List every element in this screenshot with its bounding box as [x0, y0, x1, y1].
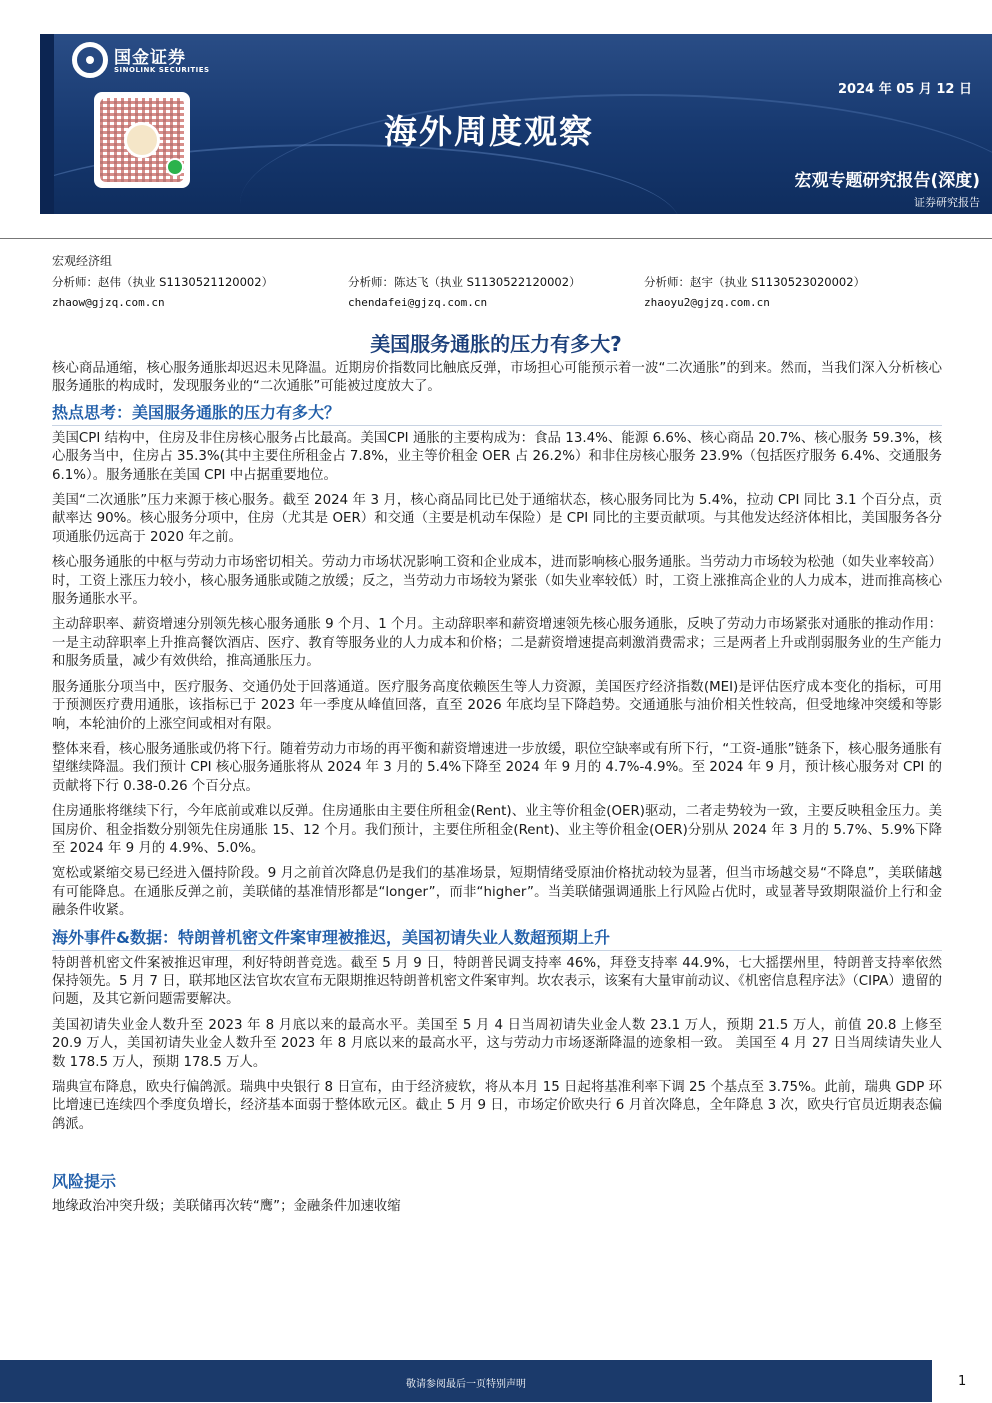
paragraph: 服务通胀分项当中，医疗服务、交通仍处于回落通道。医疗服务高度依赖医生等人力资源，美国医疗经济指数(MEI)是评估医疗成本变化的指标，可用于预测医疗费用通胀，该指标已于 2023 年一季度从峰值回落，直至 2026 年底均呈下降趋势。交通通胀与油价相关性较高，但受地缘冲突缓和等影响，本轮油价的上涨空间或相对有限。	[52, 679, 942, 732]
qr-center-logo	[124, 122, 160, 158]
analyst-email[interactable]: zhaow@gjzq.com.cn	[52, 296, 165, 309]
logo-icon	[72, 42, 108, 78]
analyst-email[interactable]: chendafei@gjzq.com.cn	[348, 296, 488, 309]
header-divider	[0, 238, 992, 239]
qr-code-icon	[94, 92, 190, 188]
paragraph: 特朗普机密文件案被推迟审理，利好特朗普竞选。截至 5 月 9 日，特朗普民调支持率 46%，拜登支持率 44.9%，七大摇摆州里，特朗普支持率依然保持领先。5 月 7 日，联邦地区法官坎农宣布无限期推迟特朗普机密文件案审判。坎农表示，该案有大量审前动议、《机密信息程序法》（CIPA）遗留的问题，及其它新问题需要解决。	[52, 955, 942, 1008]
report-type: 宏观专题研究报告(深度)	[794, 171, 980, 191]
paragraph: 宽松或紧缩交易已经进入僵持阶段。9 月之前首次降息仍是我们的基准场景，短期情绪受原油价格扰动较为显著，但当市场越交易“不降息”，美联储越有可能降息。在通胀反弹之前，美联储的基准情形都是“longer”，而非“higher”。当美联储强调通胀上行风险占优时，或显著导致期限溢价上行和金融条件收紧。	[52, 866, 942, 919]
paragraph: 瑞典宣布降息，欧央行偏鸽派。瑞典中央银行 8 日宣布，由于经济疲软，将从本月 15 日起将基准利率下调 25 个基点至 3.75%。此前，瑞典 GDP 环比增速已连续四个季度负增长，经济基本面弱于整体欧元区。截止 5 月 9 日，市场定价欧央行 6 月首次降息，全年降息 3 次，欧央行官员近期表态偏鸽派。	[52, 1080, 942, 1132]
report-subtype: 证券研究报告	[914, 196, 980, 209]
paragraph: 美国初请失业金人数升至 2023 年 8 月底以来的最高水平。美国至 5 月 4 日当周初请失业金人数 23.1 万人，预期 21.5 万人，前值 20.8 上修至 20.9 万人，美国初请失业金人数升至 2023 年 8 月底以来的最高水平，这与劳动力市场逐渐降温的迹象相一致。 美国至 4 月 27 日当周续请失业人数 178.5 万人，预期 178.5 万人。	[52, 1017, 942, 1070]
logo-text-en: SINOLINK SECURITIES	[114, 66, 210, 74]
section-heading-risk: 风险提示	[52, 1172, 117, 1192]
risk-text: 地缘政治冲突升级；美联储再次转“鹰”；金融条件加速收缩	[52, 1199, 401, 1215]
banner-edge	[40, 34, 54, 214]
analyst-name: 分析师：陈达飞（执业 S1130522120002）	[348, 275, 581, 289]
report-title: 海外周度观察	[384, 112, 594, 151]
research-group: 宏观经济组	[52, 254, 113, 268]
logo-text-cn: 国金证券	[114, 48, 186, 68]
section-heading-events: 海外事件&数据：特朗普机密文件案审理被推迟，美国初请失业人数超预期上升	[52, 928, 942, 951]
paragraph: 美国CPI 结构中，住房及非住房核心服务占比最高。美国CPI 通胀的主要构成为：食品 13.4%、能源 6.6%、核心商品 20.7%、核心服务 59.3%，核心服务当中，住房占 35.3%(其中主要住所租金占 7.8%，业主等价租金 OER 占 26.2%）和非住房核心服务 23.9%（包括医疗服务 6.4%、交通服务 6.1%）。服务通胀在美国 CPI 中占据重要地位。	[52, 430, 942, 483]
paragraph: 主动辞职率、薪资增速分别领先核心服务通胀 9 个月、1 个月。主动辞职率和薪资增速领先核心服务通胀，反映了劳动力市场紧张对通胀的推动作用：一是主动辞职率上升推高餐饮酒店、医疗、教育等服务业的人力成本和价格；二是薪资增速提高刺激消费需求；三是两者上升或削弱服务业的生产能力和服务质量，减少有效供给，推高通胀压力。	[52, 617, 942, 670]
paragraph: 住房通胀将继续下行，今年底前或难以反弹。住房通胀由主要住所租金(Rent)、业主等价租金(OER)驱动，二者走势较为一致，主要反映租金压力。美国房价、租金指数分别领先住房通胀 15、12 个月。我们预计，主要住所租金(Rent)、业主等价租金(OER)分别从 2024 年 3 月的 5.7%、5.9%下降至 2024 年 9 月的 4.9%、5.0%。	[52, 804, 942, 856]
report-date: 2024 年 05 月 12 日	[838, 82, 972, 97]
company-logo	[72, 40, 222, 80]
banner-wave	[240, 94, 992, 214]
page-number: 1	[958, 1374, 967, 1389]
mini-program-badge-icon	[166, 158, 184, 176]
intro-paragraph: 核心商品通缩，核心服务通胀却迟迟未见降温。近期房价指数同比触底反弹，市场担心可能预示着一波“二次通胀”的到来。然而，当我们深入分析核心服务通胀的构成时，发现服务业的“二次通胀”可能被过度放大了。	[52, 361, 942, 395]
paragraph: 整体来看，核心服务通胀或仍将下行。随着劳动力市场的再平衡和薪资增速进一步放缓，职位空缺率或有所下行，“工资-通胀”链条下，核心服务通胀有望继续降温。我们预计 CPI 核心服务通胀将从 2024 年 3 月的 5.4%下降至 2024 年 9 月的 4.7%-4.9%。至 2024 年 9 月，预计核心服务对 CPI 的贡献将下行 0.38-0.26 个百分点。	[52, 741, 942, 794]
paragraph: 核心服务通胀的中枢与劳动力市场密切相关。劳动力市场状况影响工资和企业成本，进而影响核心服务通胀。当劳动力市场较为松弛（如失业率较高）时，工资上涨压力较小，核心服务通胀或随之放缓；反之，当劳动力市场较为紧张（如失业率较低）时，工资上涨推高企业的人力成本，进而推高核心服务通胀水平。	[52, 555, 942, 608]
analyst-email[interactable]: zhaoyu2@gjzq.com.cn	[644, 296, 770, 309]
analyst-name: 分析师：赵宇（执业 S1130523020002）	[644, 275, 866, 289]
footer-disclaimer-link[interactable]: 敬请参阅最后一页特别声明	[406, 1379, 526, 1390]
analyst-1	[52, 274, 273, 309]
report-body	[52, 360, 942, 1224]
analyst-3	[644, 274, 865, 309]
analyst-name: 分析师：赵伟（执业 S1130521120002）	[52, 275, 274, 289]
document-title: 美国服务通胀的压力有多大?	[370, 332, 622, 356]
section-heading-hot-topic: 热点思考：美国服务通胀的压力有多大？	[52, 403, 942, 426]
paragraph: 美国“二次通胀”压力来源于核心服务。截至 2024 年 3 月，核心商品同比已处于通缩状态，核心服务同比为 5.4%，拉动 CPI 同比 3.1 个百分点，贡献率达 90%。核心服务分项中，住房（尤其是 OER）和交通（主要是机动车保险）是 CPI 同比的主要贡献项。与其他发达经济体相比，美国服务各分项通胀仍远高于 2020 年之前。	[52, 493, 942, 545]
analyst-2	[348, 274, 581, 309]
